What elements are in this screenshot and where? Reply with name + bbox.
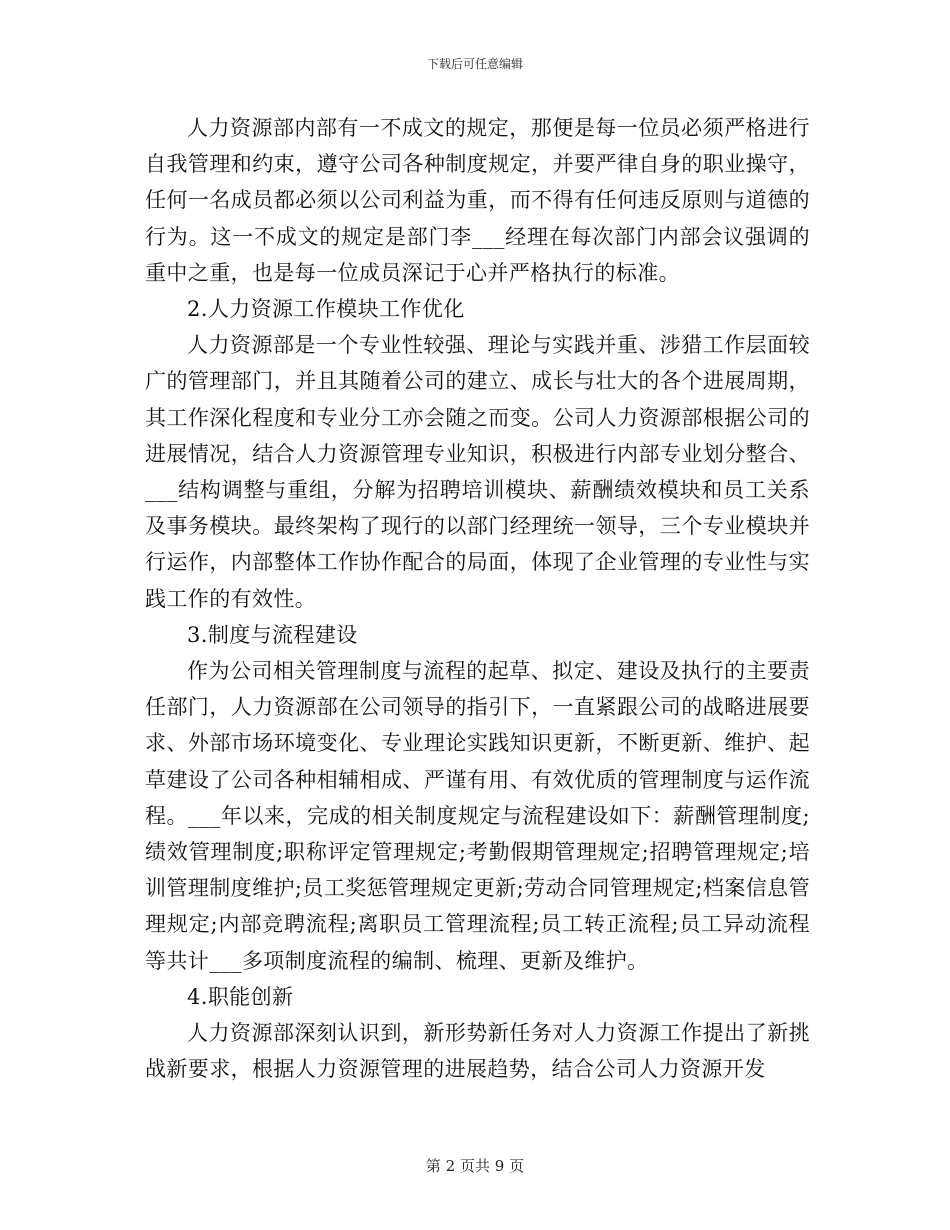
document-body xyxy=(145,110,810,1087)
section-heading-function-innovation: 4.职能创新 xyxy=(187,984,294,1009)
page-footer: 第 2 页共 9 页 xyxy=(425,1157,525,1175)
paragraph-system-process: 作为公司相关管理制度与流程的起草、拟定、建设及执行的主要责任部门，人力资源部在公司领导的指引下，一直紧跟公司的战略进展要求、外部市场环境变化、专业理论实践知识更新，不断更新、维护、起草建设了公司各种相辅相成、严谨有用、有效优质的管理制度与运作流程。___年以来，完成的相关制度规定与流程建设如下：薪酬管理制度;绩效管理制度;职称评定管理规定;考勤假期管理规定;招聘管理规定;培训管理制度维护;员工奖惩管理规定更新;劳动合同管理规定;档案信息管理规定;内部竞聘流程;离职员工管理流程;员工转正流程;员工异动流程等共计___多项制度流程的编制、梳理、更新及维护。 xyxy=(145,659,810,973)
page-header: 下载后可任意编辑 xyxy=(426,57,523,71)
paragraph-function-innovation: 人力资源部深刻认识到，新形势新任务对人力资源工作提出了新挑战新要求，根据人力资源管理的进展趋势，结合公司人力资源开发 xyxy=(145,1021,810,1082)
section-heading-module-optimization: 2.人力资源工作模块工作优化 xyxy=(187,297,465,322)
section-heading-system-process: 3.制度与流程建设 xyxy=(187,622,358,647)
paragraph-module-optimization: 人力资源部是一个专业性较强、理论与实践并重、涉猎工作层面较广的管理部门，并且其随着公司的建立、成长与壮大的各个进展周期，其工作深化程度和专业分工亦会随之而变。公司人力资源部根据公司的进展情况，结合人力资源管理专业知识，积极进行内部专业划分整合、___结构调整与重组，分解为招聘培训模块、薪酬绩效模块和员工关系及事务模块。最终架构了现行的以部门经理统一领导，三个专业模块并行运作，内部整体工作协作配合的局面，体现了企业管理的专业性与实践工作的有效性。 xyxy=(145,333,810,611)
paragraph-hr-rules: 人力资源部内部有一不成文的规定，那便是每一位员必须严格进行自我管理和约束，遵守公司各种制度规定，并要严律自身的职业操守，任何一名成员都必须以公司利益为重，而不得有任何违反原则与道德的行为。这一不成文的规定是部门李___经理在每次部门内部会议强调的重中之重，也是每一位成员深记于心并严格执行的标准。 xyxy=(145,116,810,285)
